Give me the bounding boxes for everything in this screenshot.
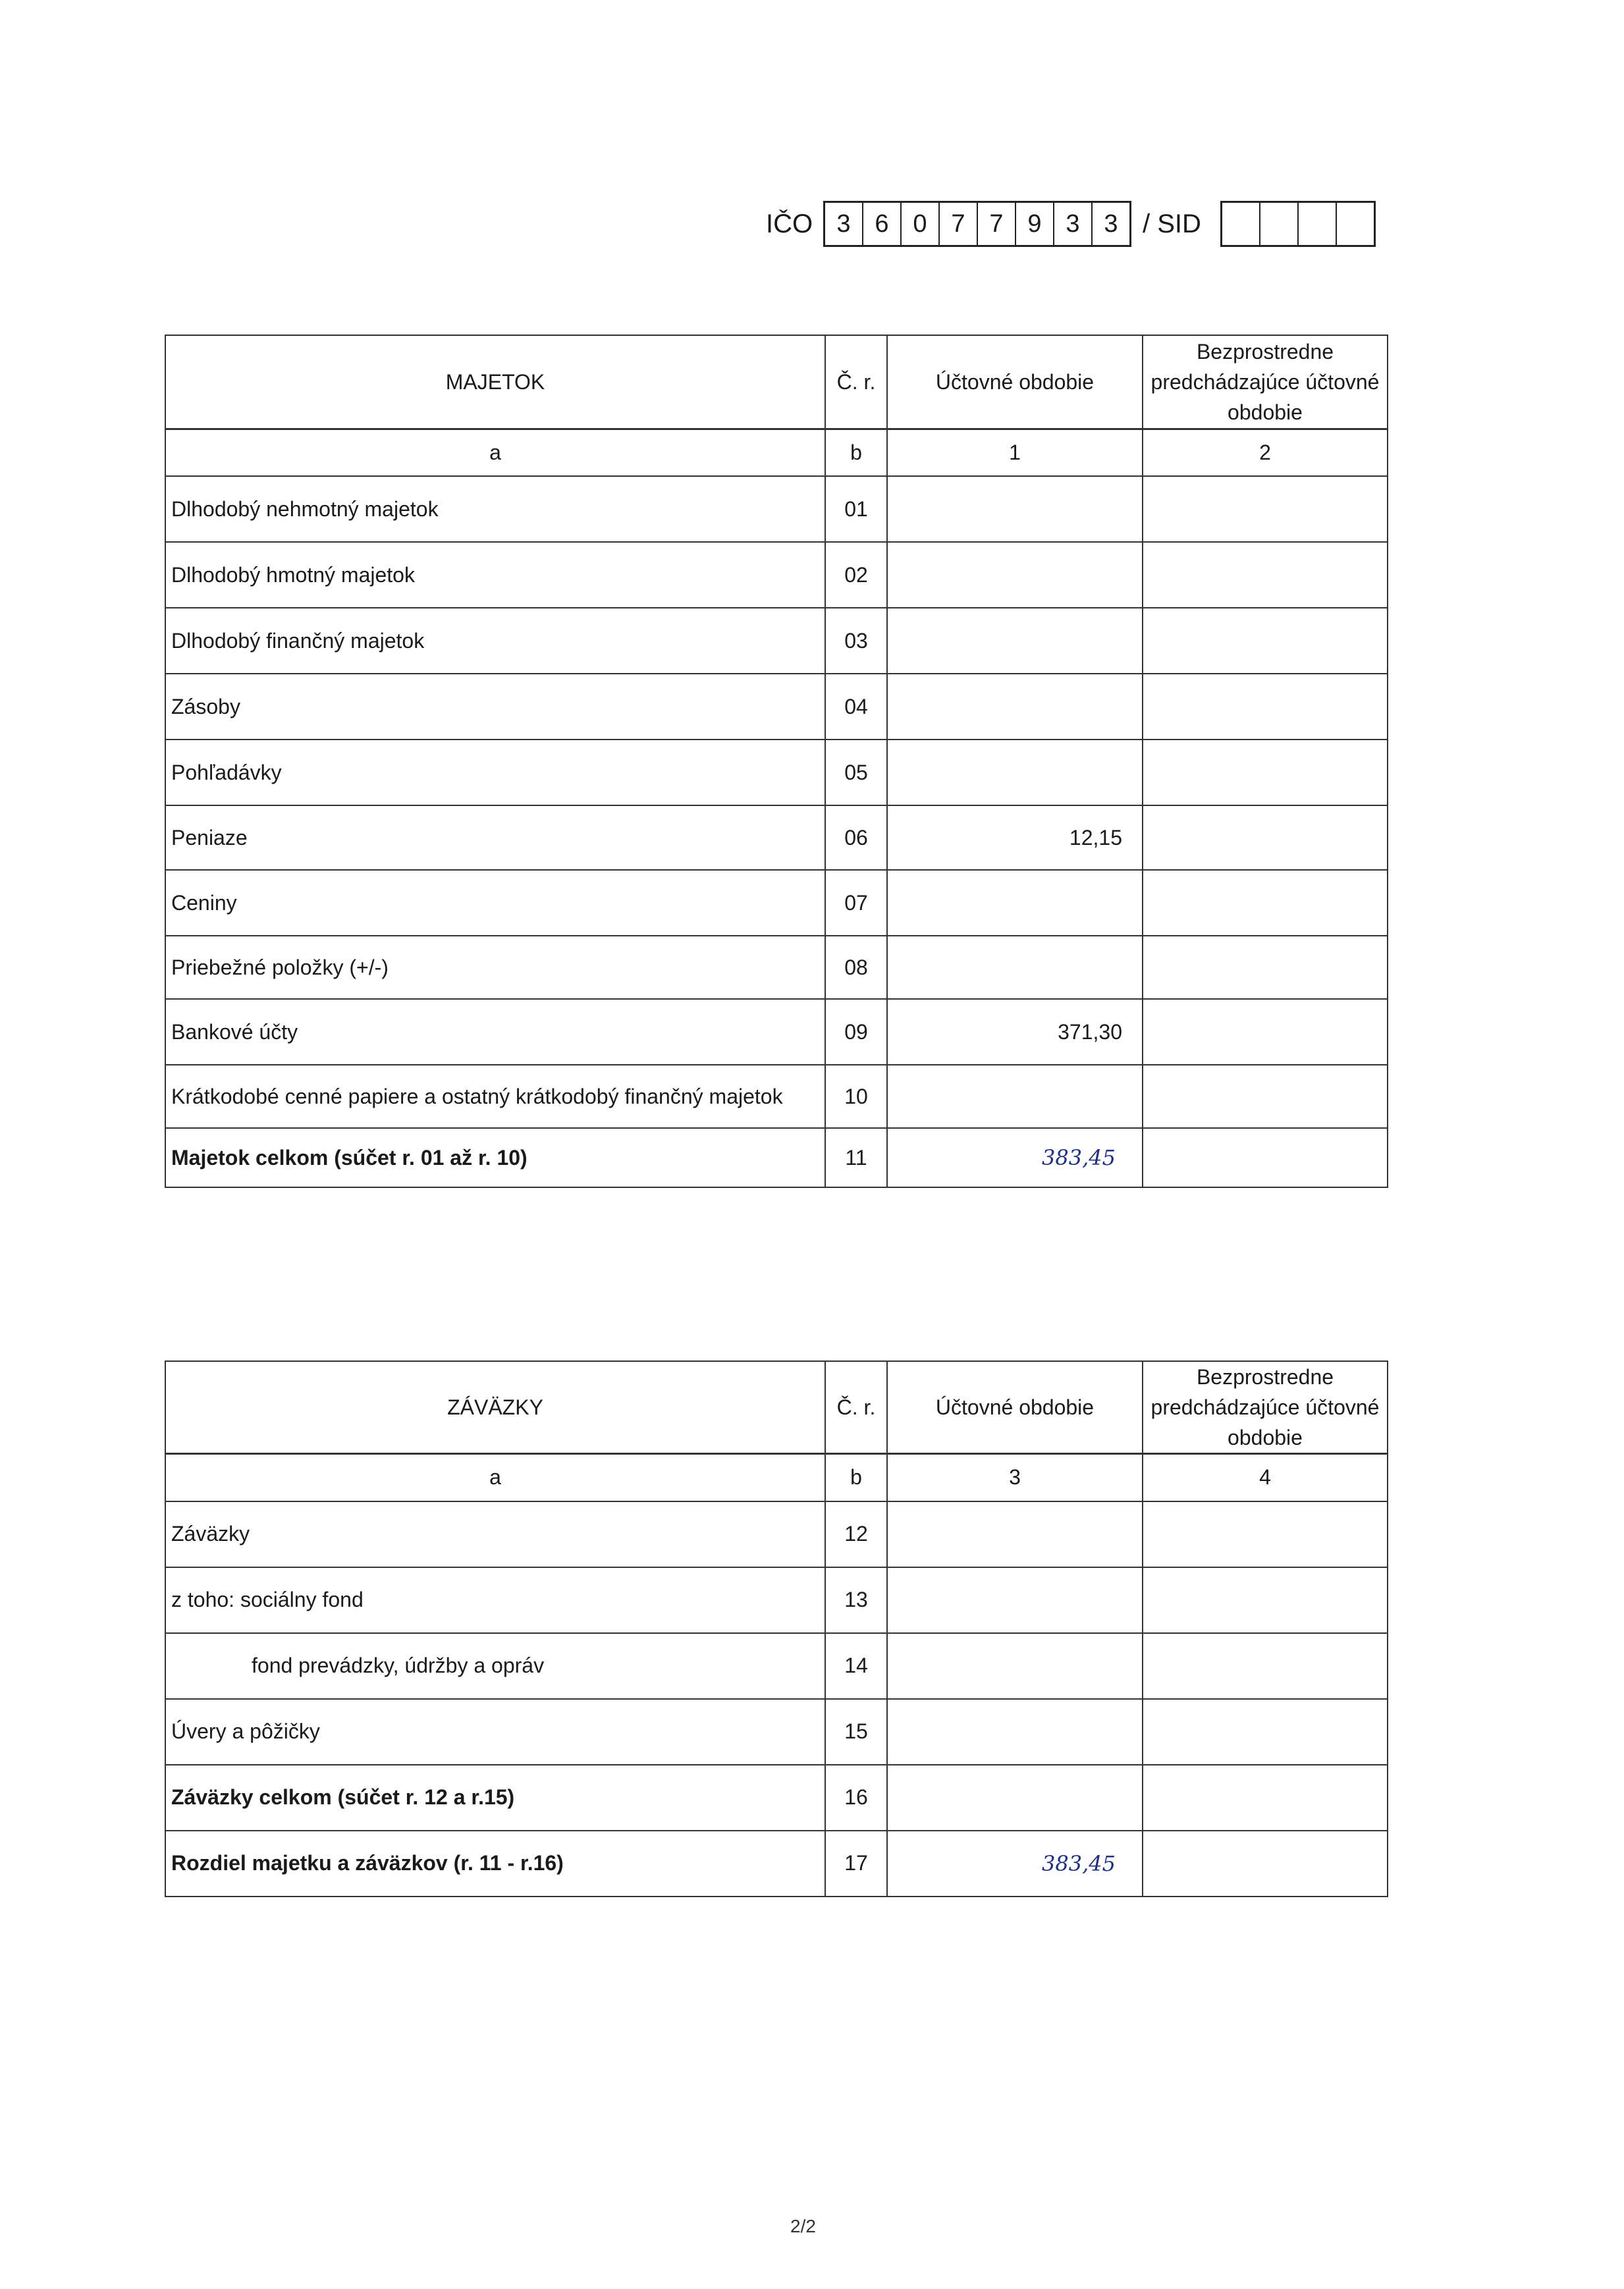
row-previous-value[interactable]: [1143, 1633, 1388, 1699]
row-label: fond prevádzky, údržby a opráv: [165, 1633, 825, 1699]
table-row: [165, 476, 1388, 542]
row-label: Bankové účty: [165, 999, 825, 1065]
table-row: [165, 1567, 1388, 1633]
row-previous-value[interactable]: [1143, 805, 1388, 870]
row-number: 05: [825, 740, 887, 805]
table-row-total: [165, 1128, 1388, 1187]
difference-label: Rozdiel majetku a záväzkov (r. 11 - r.16): [165, 1831, 825, 1897]
table-row: [165, 542, 1388, 608]
row-number: 11: [825, 1128, 887, 1187]
sid-digit: [1260, 203, 1299, 245]
assets-sub-b: b: [825, 429, 887, 476]
assets-total-handwritten[interactable]: 383,45: [887, 1128, 1143, 1187]
liabilities-total-label: Záväzky celkom (súčet r. 12 a r.15): [165, 1765, 825, 1831]
table-row: [165, 936, 1388, 999]
table-row: [165, 674, 1388, 740]
row-number: 14: [825, 1633, 887, 1699]
liabilities-sub-4: 4: [1143, 1454, 1388, 1501]
assets-sub-1: 1: [887, 429, 1143, 476]
row-label: Dlhodobý hmotný majetok: [165, 542, 825, 608]
liabilities-col-period: Účtovné obdobie: [887, 1361, 1143, 1454]
ico-digit: 0: [902, 203, 940, 245]
row-number: 06: [825, 805, 887, 870]
row-label: Dlhodobý nehmotný majetok: [165, 476, 825, 542]
row-number: 12: [825, 1501, 887, 1567]
row-label: Ceniny: [165, 870, 825, 936]
row-current-value[interactable]: [887, 1065, 1143, 1128]
row-number: 17: [825, 1831, 887, 1897]
row-current-value[interactable]: 371,30: [887, 999, 1143, 1065]
row-label: Záväzky: [165, 1501, 825, 1567]
table-row: [165, 608, 1388, 674]
row-number: 10: [825, 1065, 887, 1128]
assets-col-row: Č. r.: [825, 335, 887, 429]
sid-label: / SID: [1143, 209, 1201, 238]
table-row-total: [165, 1765, 1388, 1831]
assets-total-label: Majetok celkom (súčet r. 01 až r. 10): [165, 1128, 825, 1187]
sid-field[interactable]: [1220, 201, 1376, 247]
row-current-value[interactable]: [887, 1765, 1143, 1831]
assets-sub-2: 2: [1143, 429, 1388, 476]
assets-col-name: MAJETOK: [165, 335, 825, 429]
row-label: Dlhodobý finančný majetok: [165, 608, 825, 674]
row-previous-value[interactable]: [1143, 936, 1388, 999]
row-previous-value[interactable]: [1143, 1765, 1388, 1831]
table-row: [165, 740, 1388, 805]
sid-digit: [1337, 203, 1374, 245]
row-current-value[interactable]: [887, 936, 1143, 999]
row-number: 02: [825, 542, 887, 608]
row-current-value[interactable]: [887, 1699, 1143, 1765]
row-label: Zásoby: [165, 674, 825, 740]
liabilities-col-row: Č. r.: [825, 1361, 887, 1454]
row-previous-value[interactable]: [1143, 740, 1388, 805]
row-previous-value[interactable]: [1143, 608, 1388, 674]
row-previous-value[interactable]: [1143, 674, 1388, 740]
table-row: [165, 805, 1388, 870]
ico-label: IČO: [766, 209, 813, 238]
table-row: [165, 870, 1388, 936]
row-previous-value[interactable]: [1143, 1831, 1388, 1897]
table-row: [165, 1699, 1388, 1765]
row-number: 13: [825, 1567, 887, 1633]
row-label: Krátkodobé cenné papiere a ostatný krátkodobý finančný majetok: [165, 1065, 825, 1128]
row-current-value[interactable]: [887, 1567, 1143, 1633]
liabilities-col-prev: Bezprostredne predchádzajúce účtovné obdobie: [1143, 1361, 1388, 1454]
ico-digit: 9: [1016, 203, 1054, 245]
row-number: 16: [825, 1765, 887, 1831]
row-current-value[interactable]: [887, 674, 1143, 740]
row-label: Pohľadávky: [165, 740, 825, 805]
row-current-value[interactable]: [887, 870, 1143, 936]
liabilities-table: [165, 1360, 1388, 1897]
difference-handwritten[interactable]: 383,45: [887, 1831, 1143, 1897]
assets-col-prev: Bezprostredne predchádzajúce účtovné obdobie: [1143, 335, 1388, 429]
sid-digit: [1222, 203, 1260, 245]
row-current-value[interactable]: [887, 608, 1143, 674]
assets-table: [165, 335, 1388, 1188]
row-number: 01: [825, 476, 887, 542]
row-label: z toho: sociálny fond: [165, 1567, 825, 1633]
ico-digit: 6: [863, 203, 902, 245]
row-number: 07: [825, 870, 887, 936]
row-previous-value[interactable]: [1143, 999, 1388, 1065]
row-current-value[interactable]: 12,15: [887, 805, 1143, 870]
liabilities-col-name: ZÁVÄZKY: [165, 1361, 825, 1454]
row-previous-value[interactable]: [1143, 1501, 1388, 1567]
ico-digit: 3: [1054, 203, 1093, 245]
row-label: Úvery a pôžičky: [165, 1699, 825, 1765]
row-current-value[interactable]: [887, 542, 1143, 608]
assets-sub-a: a: [165, 429, 825, 476]
table-row: [165, 1065, 1388, 1128]
row-previous-value[interactable]: [1143, 1128, 1388, 1187]
row-current-value[interactable]: [887, 1633, 1143, 1699]
row-number: 09: [825, 999, 887, 1065]
ico-digit: 7: [940, 203, 978, 245]
page-number: 2/2: [790, 2216, 816, 2236]
row-number: 08: [825, 936, 887, 999]
row-current-value[interactable]: [887, 1501, 1143, 1567]
row-previous-value[interactable]: [1143, 1567, 1388, 1633]
row-current-value[interactable]: [887, 740, 1143, 805]
row-label: Peniaze: [165, 805, 825, 870]
table-row: [165, 1501, 1388, 1567]
row-previous-value[interactable]: [1143, 542, 1388, 608]
liabilities-sub-b: b: [825, 1454, 887, 1501]
row-previous-value[interactable]: [1143, 1065, 1388, 1128]
row-number: 03: [825, 608, 887, 674]
ico-digit: 7: [978, 203, 1016, 245]
row-previous-value[interactable]: [1143, 476, 1388, 542]
row-previous-value[interactable]: [1143, 1699, 1388, 1765]
row-current-value[interactable]: [887, 476, 1143, 542]
ico-field[interactable]: [823, 201, 1131, 247]
row-number: 04: [825, 674, 887, 740]
row-previous-value[interactable]: [1143, 870, 1388, 936]
ico-digit: 3: [1104, 209, 1118, 238]
sid-digit: [1299, 203, 1337, 245]
liabilities-sub-3: 3: [887, 1454, 1143, 1501]
row-number: 15: [825, 1699, 887, 1765]
table-row: [165, 999, 1388, 1065]
row-label: Priebežné položky (+/-): [165, 936, 825, 999]
ico-digit: 3: [825, 203, 863, 245]
assets-col-period: Účtovné obdobie: [887, 335, 1143, 429]
table-row-diff: [165, 1831, 1388, 1897]
table-row: [165, 1633, 1388, 1699]
liabilities-sub-a: a: [165, 1454, 825, 1501]
